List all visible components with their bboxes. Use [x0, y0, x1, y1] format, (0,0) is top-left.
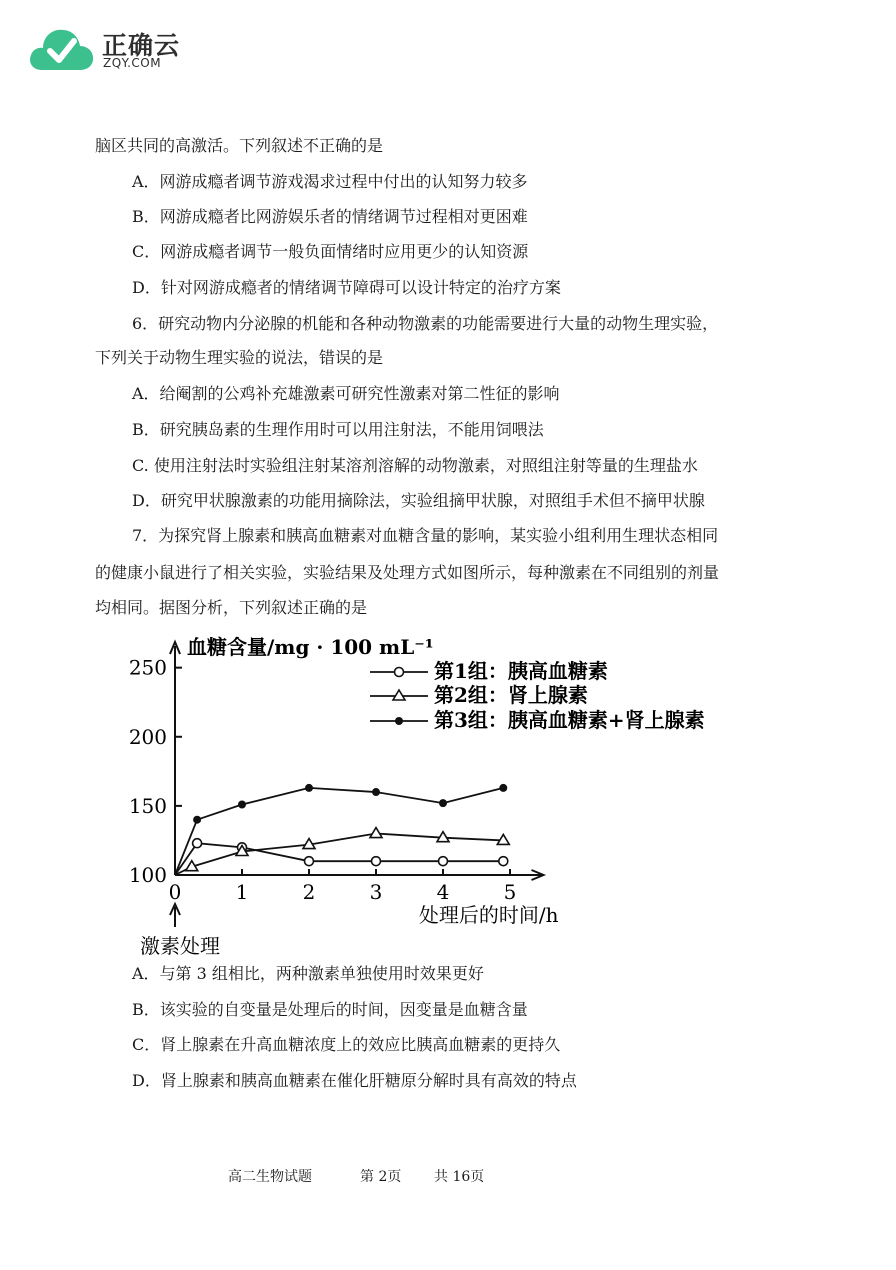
data-point-series-1	[193, 839, 202, 848]
y-axis-label: 血糖含量/mg · 100 mL⁻¹	[187, 635, 434, 659]
series-line-2	[175, 834, 503, 875]
logo-name: 正确云	[102, 31, 181, 60]
footer-page: 第 2页	[360, 1169, 402, 1185]
option-c: C．肾上腺素在升高血糖浓度上的效应比胰高血糖素的更持久	[132, 1035, 561, 1054]
data-point-series-1	[499, 857, 508, 866]
x-tick-label: 5	[503, 880, 517, 904]
data-point-series-3	[238, 801, 246, 809]
zqy-logo	[28, 24, 198, 76]
x-axis-label: 处理后的时间/h	[418, 903, 559, 927]
x-tick-label: 4	[436, 880, 450, 904]
logo-url: ZQY.COM	[103, 56, 162, 70]
option-c: C．网游成瘾者调节一般负面情绪时应用更少的认知资源	[132, 242, 529, 261]
data-point-series-2	[370, 828, 382, 838]
question-6-stem: 6．研究动物内分泌腺的机能和各种动物激素的功能需要进行大量的动物生理实验，	[132, 314, 719, 333]
data-point-series-1	[372, 857, 381, 866]
x-tick-label: 2	[302, 880, 316, 904]
y-tick-label: 200	[128, 724, 167, 749]
question-7-stem: 7．为探究肾上腺素和胰高血糖素对血糖含量的影响，某实验小组利用生理状态相同	[132, 526, 719, 545]
footer-subject: 高二生物试题	[228, 1169, 312, 1185]
cloud-check-icon	[28, 24, 94, 72]
data-point-series-3	[372, 788, 380, 796]
data-point-series-3	[193, 816, 201, 824]
option-b: B．该实验的自变量是处理后的时间，因变量是血糖含量	[132, 1000, 528, 1019]
legend-label: 第3组：胰高血糖素+肾上腺素	[434, 708, 705, 732]
option-d: D．针对网游成瘾者的情绪调节障碍可以设计特定的治疗方案	[132, 278, 561, 297]
y-tick-label: 100	[128, 863, 167, 887]
option-a: A．与第 3 组相比，两种激素单独使用时效果更好	[132, 964, 484, 983]
question-7-stem-cont: 的健康小鼠进行了相关实验，实验结果及处理方式如图所示，每种激素在不同组别的剂量	[95, 563, 720, 582]
x-tick-label: 0	[168, 880, 182, 904]
option-d: D．肾上腺素和胰高血糖素在催化肝糖原分解时具有高效的特点	[132, 1071, 577, 1090]
option-a: A．网游成瘾者调节游戏渴求过程中付出的认知努力较多	[132, 172, 528, 191]
data-point-series-1	[305, 857, 314, 866]
option-d: D．研究甲状腺激素的功能用摘除法，实验组摘甲状腺，对照组手术但不摘甲状腺	[132, 491, 705, 510]
question-7-stem-cont: 均相同。据图分析，下列叙述正确的是	[95, 598, 368, 617]
blood-glucose-chart	[120, 630, 780, 960]
legend-label: 第2组：肾上腺素	[434, 683, 588, 707]
y-tick-label: 250	[128, 655, 167, 680]
legend-marker	[395, 717, 403, 725]
option-b: B．研究胰岛素的生理作用时可以用注射法，不能用饲喂法	[132, 420, 544, 439]
y-tick-label: 150	[128, 793, 167, 818]
x-tick-label: 1	[235, 880, 249, 904]
option-c: C. 使用注射法时实验组注射某溶剂溶解的动物激素，对照组注射等量的生理盐水	[132, 456, 698, 475]
option-a: A．给阉割的公鸡补充雄激素可研究性激素对第二性征的影响	[132, 384, 560, 403]
question-text-line: 脑区共同的高激活。下列叙述不正确的是	[95, 136, 384, 155]
series-line-1	[175, 843, 503, 875]
question-6-stem-cont: 下列关于动物生理实验的说法，错误的是	[95, 348, 384, 367]
data-point-series-1	[439, 857, 448, 866]
footer-total: 共 16页	[434, 1169, 485, 1185]
data-point-series-3	[439, 799, 447, 807]
x-tick-label: 3	[369, 880, 383, 904]
data-point-series-3	[499, 784, 507, 792]
option-b: B．网游成瘾者比网游娱乐者的情绪调节过程相对更困难	[132, 207, 528, 226]
legend-marker	[393, 690, 405, 700]
legend-label: 第1组：胰高血糖素	[434, 659, 608, 683]
legend-marker	[395, 668, 404, 677]
treatment-label: 激素处理	[140, 934, 220, 958]
data-point-series-3	[305, 784, 313, 792]
